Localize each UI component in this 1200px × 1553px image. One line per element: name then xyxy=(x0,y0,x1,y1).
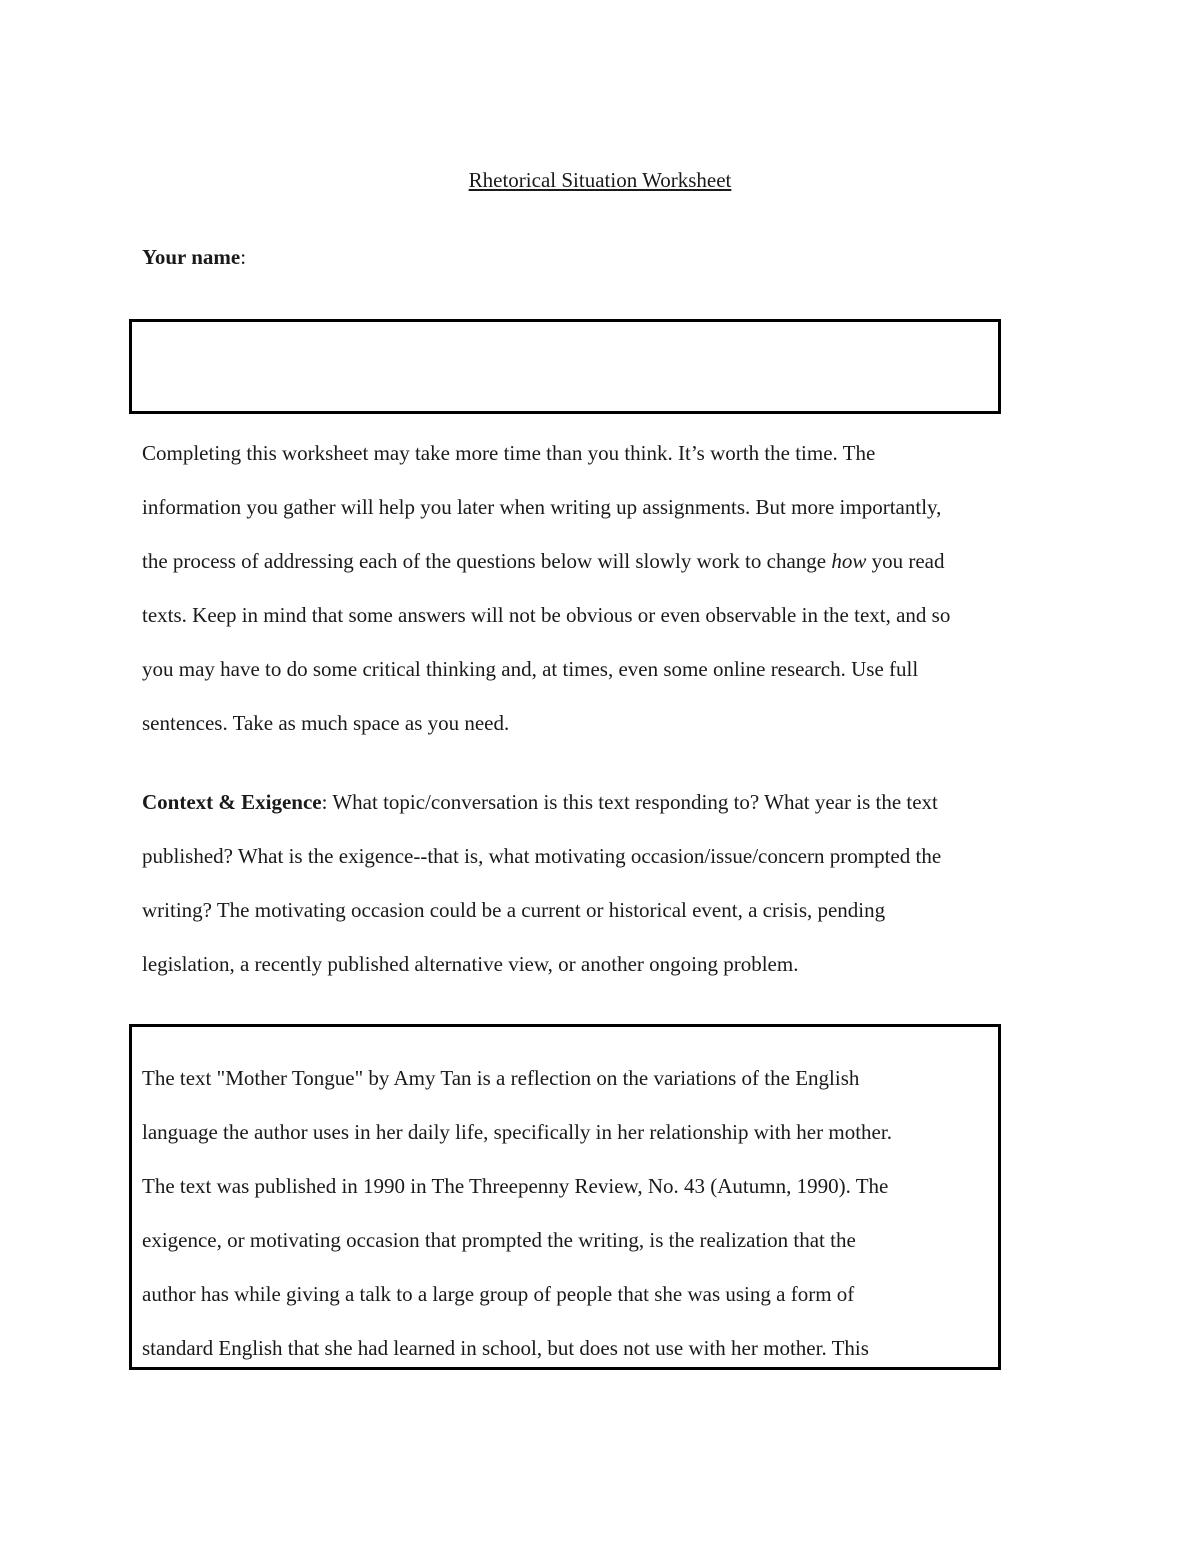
answer-line: standard English that she had learned in school, but does not use with her mother. This xyxy=(142,1336,869,1360)
name-label-colon: : xyxy=(240,245,247,269)
context-exigence-question xyxy=(142,775,1062,991)
intro-emphasis: how xyxy=(831,549,867,573)
instructions-paragraph xyxy=(142,426,1062,750)
answer-line: exigence, or motivating occasion that prompted the writing, is the realization that the xyxy=(142,1228,856,1252)
intro-line: Completing this worksheet may take more time than you think. It’s worth the time. The xyxy=(142,441,876,465)
context-line: writing? The motivating occasion could be a current or historical event, a crisis, pending xyxy=(142,898,886,922)
context-line: legislation, a recently published alternative view, or another ongoing problem. xyxy=(142,952,799,976)
intro-line-part: the process of addressing each of the questions below will slowly work to change xyxy=(142,549,832,573)
context-line: published? What is the exigence--that is, what motivating occasion/issue/concern prompted the xyxy=(142,844,942,868)
context-answer-box[interactable] xyxy=(129,1024,1001,1370)
answer-line: The text was published in 1990 in The Threepenny Review, No. 43 (Autumn, 1990). The xyxy=(142,1174,889,1198)
answer-line: author has while giving a talk to a large group of people that she was using a form of xyxy=(142,1282,855,1306)
page-title: Rhetorical Situation Worksheet xyxy=(468,168,732,192)
context-heading: Context & Exigence xyxy=(142,790,322,814)
answer-line: language the author uses in her daily life, specifically in her relationship with her mother. xyxy=(142,1120,892,1144)
intro-line xyxy=(142,534,1062,588)
answer-line: The text "Mother Tongue" by Amy Tan is a reflection on the variations of the English xyxy=(142,1066,860,1090)
intro-line: you may have to do some critical thinking and, at times, even some online research. Use full xyxy=(142,657,919,681)
intro-line: information you gather will help you later when writing up assignments. But more importantly, xyxy=(142,495,942,519)
name-label xyxy=(142,243,246,271)
intro-line-part: you read xyxy=(866,549,945,573)
intro-line: texts. Keep in mind that some answers will not be obvious or even observable in the text, and so xyxy=(142,603,951,627)
name-input-box[interactable] xyxy=(129,319,1001,414)
context-answer-text xyxy=(142,1051,987,1370)
context-line xyxy=(142,775,1062,829)
name-label-text: Your name xyxy=(142,245,241,269)
intro-line: sentences. Take as much space as you need. xyxy=(142,711,510,735)
context-line-part: : What topic/conversation is this text responding to? What year is the text xyxy=(321,790,938,814)
